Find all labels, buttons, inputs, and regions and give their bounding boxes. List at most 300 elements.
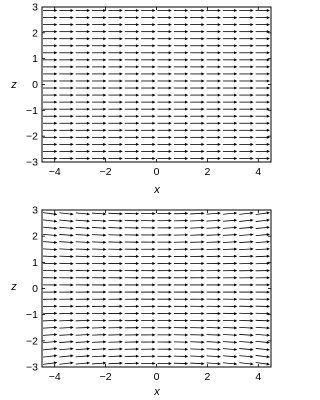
field-arrow [43, 347, 57, 350]
field-arrow [174, 355, 188, 358]
field-arrow [43, 58, 57, 61]
field-arrow [223, 248, 237, 251]
x-axis-ticks [49, 210, 262, 383]
field-arrow [59, 276, 73, 279]
field-arrow [108, 333, 122, 336]
field-arrow [157, 30, 171, 33]
field-arrow [207, 30, 221, 33]
field-arrow [125, 72, 139, 75]
field-arrow [125, 108, 139, 111]
field-arrow [239, 72, 253, 75]
field-arrow [239, 23, 253, 26]
field-arrow [108, 340, 122, 343]
field-arrow [223, 255, 237, 258]
field-arrow [125, 150, 139, 153]
field-arrow [76, 58, 90, 61]
field-arrow [157, 241, 171, 244]
field-arrow [174, 333, 188, 336]
field-arrow [76, 298, 90, 301]
field-arrow [239, 226, 253, 229]
field-arrow [207, 219, 221, 222]
field-arrow [223, 240, 237, 243]
field-arrow [174, 65, 188, 68]
field-arrow [141, 340, 155, 343]
field-arrow [59, 129, 73, 132]
field-arrow [239, 150, 253, 153]
field-arrow [125, 248, 139, 251]
field-arrow [43, 44, 57, 47]
field-arrow [256, 101, 270, 104]
field-arrow [92, 291, 106, 294]
field-arrow [59, 157, 73, 160]
field-arrow [76, 212, 90, 215]
y-tick-label: 1 [32, 256, 38, 269]
field-arrow [92, 44, 106, 47]
field-arrow [190, 37, 204, 40]
field-arrow [157, 312, 171, 315]
x-tick-label: 4 [255, 371, 262, 383]
field-arrow [157, 262, 171, 265]
field-arrow [92, 16, 106, 19]
field-arrow [174, 298, 188, 301]
field-arrow [108, 219, 122, 222]
field-arrow [108, 291, 122, 294]
field-arrow [207, 129, 221, 132]
field-arrow [59, 283, 73, 286]
field-arrow [223, 355, 237, 358]
field-arrow [256, 94, 270, 97]
field-arrow [43, 72, 57, 75]
field-arrow [59, 65, 73, 68]
field-arrow [239, 44, 253, 47]
field-arrow [92, 248, 106, 251]
field-arrow [239, 212, 253, 215]
field-arrow [190, 276, 204, 279]
field-arrow [108, 283, 122, 286]
y-tick-label: 0 [32, 283, 38, 295]
field-arrow [59, 227, 73, 230]
field-arrow [43, 115, 57, 118]
field-arrow [43, 87, 57, 90]
field-arrow [207, 37, 221, 40]
field-arrow [59, 143, 73, 146]
field-arrow [108, 234, 122, 237]
field-arrow [92, 241, 106, 244]
field-arrow [92, 262, 106, 265]
field-arrow [108, 58, 122, 61]
field-arrow [239, 341, 253, 344]
x-axis-label: x [154, 184, 160, 196]
field-arrow [59, 44, 73, 47]
field-arrow [43, 79, 57, 82]
field-arrow [76, 227, 90, 230]
x-tick-label: 2 [204, 371, 211, 383]
field-arrow [141, 150, 155, 153]
field-arrow [141, 348, 155, 351]
field-arrow [43, 220, 57, 223]
field-arrow [207, 319, 221, 322]
top-quiver-panel [10, 2, 271, 197]
field-arrow [43, 298, 57, 301]
field-arrow [141, 122, 155, 125]
field-arrow [190, 30, 204, 33]
field-arrow [125, 16, 139, 19]
plot-frame [42, 7, 271, 162]
field-arrow [43, 333, 57, 336]
field-arrow [207, 65, 221, 68]
field-arrow [43, 51, 57, 54]
field-arrow [174, 341, 188, 344]
field-arrow [256, 150, 270, 153]
x-axis-label: x [154, 386, 160, 398]
field-arrow [207, 362, 221, 365]
field-arrow [174, 276, 188, 279]
field-arrow [92, 150, 106, 153]
field-arrow [223, 341, 237, 344]
field-arrow [223, 362, 237, 365]
field-arrow [174, 101, 188, 104]
field-arrow [190, 150, 204, 153]
field-arrow [256, 157, 270, 160]
field-arrow [174, 87, 188, 90]
field-arrow [92, 340, 106, 343]
field-arrow [43, 157, 57, 160]
field-arrow [141, 219, 155, 222]
field-arrow [76, 362, 90, 365]
field-arrow [125, 9, 139, 12]
field-arrow [190, 262, 204, 265]
field-arrow [43, 269, 57, 272]
field-arrow [207, 276, 221, 279]
field-arrow [190, 312, 204, 315]
field-arrow [190, 333, 204, 336]
field-arrow [256, 319, 270, 322]
field-arrow [76, 23, 90, 26]
field-arrow [108, 248, 122, 251]
field-arrow [59, 101, 73, 104]
field-arrow [190, 94, 204, 97]
field-arrow [239, 79, 253, 82]
field-arrow [43, 150, 57, 153]
field-arrow [125, 298, 139, 301]
field-arrow [108, 108, 122, 111]
field-arrow [190, 298, 204, 301]
field-arrow [76, 136, 90, 139]
field-arrow [125, 37, 139, 40]
field-arrow [207, 305, 221, 308]
field-arrow [43, 129, 57, 132]
field-arrow [108, 305, 122, 308]
field-arrow [43, 248, 57, 251]
field-arrow [59, 333, 73, 336]
field-arrow [59, 150, 73, 153]
y-tick-label: 0 [32, 79, 38, 91]
field-arrow [108, 44, 122, 47]
field-arrow [125, 362, 139, 365]
field-arrow [59, 255, 73, 258]
field-arrow [190, 219, 204, 222]
field-arrow [59, 87, 73, 90]
field-arrow [239, 143, 253, 146]
y-tick-label: −1 [26, 104, 38, 117]
field-arrow [190, 51, 204, 54]
field-arrow [256, 58, 270, 61]
field-arrow [157, 94, 171, 97]
field-arrow [59, 234, 73, 237]
field-arrow [190, 157, 204, 160]
field-arrow [43, 291, 57, 294]
field-arrow [76, 44, 90, 47]
field-arrow [223, 219, 237, 222]
field-arrow [92, 362, 106, 365]
field-arrow [141, 129, 155, 132]
field-arrow [223, 115, 237, 118]
field-arrow [76, 269, 90, 272]
field-arrow [108, 269, 122, 272]
field-arrow [207, 136, 221, 139]
field-arrow [59, 291, 73, 294]
field-arrow [157, 298, 171, 301]
field-arrow [108, 262, 122, 265]
field-arrow [239, 122, 253, 125]
field-arrow [190, 255, 204, 258]
field-arrow [76, 87, 90, 90]
field-arrow [59, 326, 73, 329]
field-arrow [207, 122, 221, 125]
field-arrow [174, 16, 188, 19]
field-arrow [141, 44, 155, 47]
field-arrow [223, 326, 237, 329]
field-arrow [239, 37, 253, 40]
field-arrow [157, 108, 171, 111]
field-arrow [125, 51, 139, 54]
field-arrow [141, 136, 155, 139]
field-arrow [92, 143, 106, 146]
field-arrow [92, 157, 106, 160]
field-arrow [76, 150, 90, 153]
arrow-field [43, 9, 270, 160]
field-arrow [92, 276, 106, 279]
field-arrow [157, 233, 171, 236]
field-arrow [207, 226, 221, 229]
field-arrow [223, 122, 237, 125]
field-arrow [207, 72, 221, 75]
field-arrow [92, 108, 106, 111]
field-arrow [239, 276, 253, 279]
field-arrow [43, 213, 57, 216]
field-arrow [157, 72, 171, 75]
field-arrow [190, 65, 204, 68]
x-tick-label: 0 [153, 371, 160, 383]
field-arrow [223, 16, 237, 19]
field-arrow [157, 58, 171, 61]
field-arrow [125, 101, 139, 104]
field-arrow [239, 362, 253, 365]
field-arrow [157, 79, 171, 82]
field-arrow [59, 94, 73, 97]
field-arrow [59, 305, 73, 308]
field-arrow [157, 248, 171, 251]
field-arrow [190, 269, 204, 272]
field-arrow [108, 326, 122, 329]
field-arrow [223, 291, 237, 294]
field-arrow [43, 340, 57, 343]
field-arrow [223, 9, 237, 12]
field-arrow [256, 219, 270, 222]
field-arrow [190, 305, 204, 308]
field-arrow [239, 16, 253, 19]
field-arrow [43, 122, 57, 125]
field-arrow [239, 269, 253, 272]
field-arrow [43, 312, 57, 315]
field-arrow [76, 276, 90, 279]
field-arrow [141, 312, 155, 315]
field-arrow [256, 51, 270, 54]
y-tick-label: 2 [32, 230, 38, 243]
field-arrow [256, 341, 270, 344]
field-arrow [141, 30, 155, 33]
x-tick-label: 2 [204, 166, 211, 178]
field-arrow [157, 291, 171, 294]
field-arrow [239, 58, 253, 61]
field-arrow [157, 212, 171, 215]
field-arrow [239, 157, 253, 160]
field-arrow [256, 312, 270, 315]
field-arrow [108, 143, 122, 146]
field-arrow [190, 226, 204, 229]
field-arrow [59, 16, 73, 19]
field-arrow [157, 51, 171, 54]
field-arrow [190, 79, 204, 82]
field-arrow [125, 212, 139, 215]
field-arrow [239, 291, 253, 294]
field-arrow [141, 298, 155, 301]
field-arrow [239, 136, 253, 139]
field-arrow [223, 334, 237, 337]
field-arrow [92, 269, 106, 272]
field-arrow [141, 355, 155, 358]
field-arrow [141, 333, 155, 336]
field-arrow [43, 136, 57, 139]
field-arrow [256, 129, 270, 132]
field-arrow [92, 212, 106, 215]
field-arrow [157, 305, 171, 308]
field-arrow [256, 305, 270, 308]
field-arrow [92, 101, 106, 104]
field-arrow [76, 122, 90, 125]
field-arrow [125, 115, 139, 118]
field-arrow [190, 136, 204, 139]
field-arrow [157, 219, 171, 222]
field-arrow [239, 233, 253, 236]
field-arrow [59, 213, 73, 216]
field-arrow [76, 255, 90, 258]
field-arrow [76, 72, 90, 75]
field-arrow [108, 298, 122, 301]
field-arrow [256, 291, 270, 294]
field-arrow [141, 319, 155, 322]
field-arrow [76, 305, 90, 308]
field-arrow [207, 255, 221, 258]
field-arrow [125, 226, 139, 229]
field-arrow [157, 319, 171, 322]
field-arrow [223, 226, 237, 229]
field-arrow [157, 87, 171, 90]
field-arrow [108, 101, 122, 104]
field-arrow [43, 262, 57, 265]
field-arrow [207, 16, 221, 19]
field-arrow [174, 291, 188, 294]
field-arrow [207, 150, 221, 153]
field-arrow [207, 9, 221, 12]
field-arrow [92, 219, 106, 222]
field-arrow [141, 101, 155, 104]
field-arrow [174, 58, 188, 61]
field-arrow [125, 58, 139, 61]
field-arrow [207, 312, 221, 315]
field-arrow [207, 94, 221, 97]
field-arrow [43, 326, 57, 329]
field-arrow [59, 23, 73, 26]
field-arrow [59, 340, 73, 343]
field-arrow [108, 65, 122, 68]
field-arrow [223, 79, 237, 82]
field-arrow [157, 333, 171, 336]
field-arrow [207, 23, 221, 26]
field-arrow [43, 9, 57, 12]
field-arrow [190, 319, 204, 322]
field-arrow [108, 241, 122, 244]
field-arrow [141, 65, 155, 68]
field-arrow [43, 37, 57, 40]
field-arrow [174, 283, 188, 286]
field-arrow [157, 37, 171, 40]
field-arrow [43, 101, 57, 104]
field-arrow [92, 347, 106, 350]
field-arrow [76, 291, 90, 294]
field-arrow [125, 269, 139, 272]
field-arrow [125, 136, 139, 139]
field-arrow [190, 115, 204, 118]
field-arrow [239, 334, 253, 337]
field-arrow [108, 51, 122, 54]
field-arrow [223, 157, 237, 160]
field-arrow [125, 122, 139, 125]
field-arrow [43, 23, 57, 26]
field-arrow [157, 44, 171, 47]
field-arrow [59, 347, 73, 350]
field-arrow [43, 319, 57, 322]
field-arrow [157, 269, 171, 272]
field-arrow [108, 122, 122, 125]
field-arrow [76, 354, 90, 357]
field-arrow [256, 362, 270, 365]
field-arrow [256, 136, 270, 139]
field-arrow [174, 219, 188, 222]
field-arrow [207, 262, 221, 265]
field-arrow [92, 312, 106, 315]
field-arrow [223, 312, 237, 315]
field-arrow [223, 348, 237, 351]
field-arrow [92, 23, 106, 26]
field-arrow [239, 240, 253, 243]
field-arrow [125, 340, 139, 343]
field-arrow [125, 262, 139, 265]
field-arrow [174, 94, 188, 97]
field-arrow [256, 226, 270, 229]
field-arrow [59, 269, 73, 272]
field-arrow [174, 9, 188, 12]
